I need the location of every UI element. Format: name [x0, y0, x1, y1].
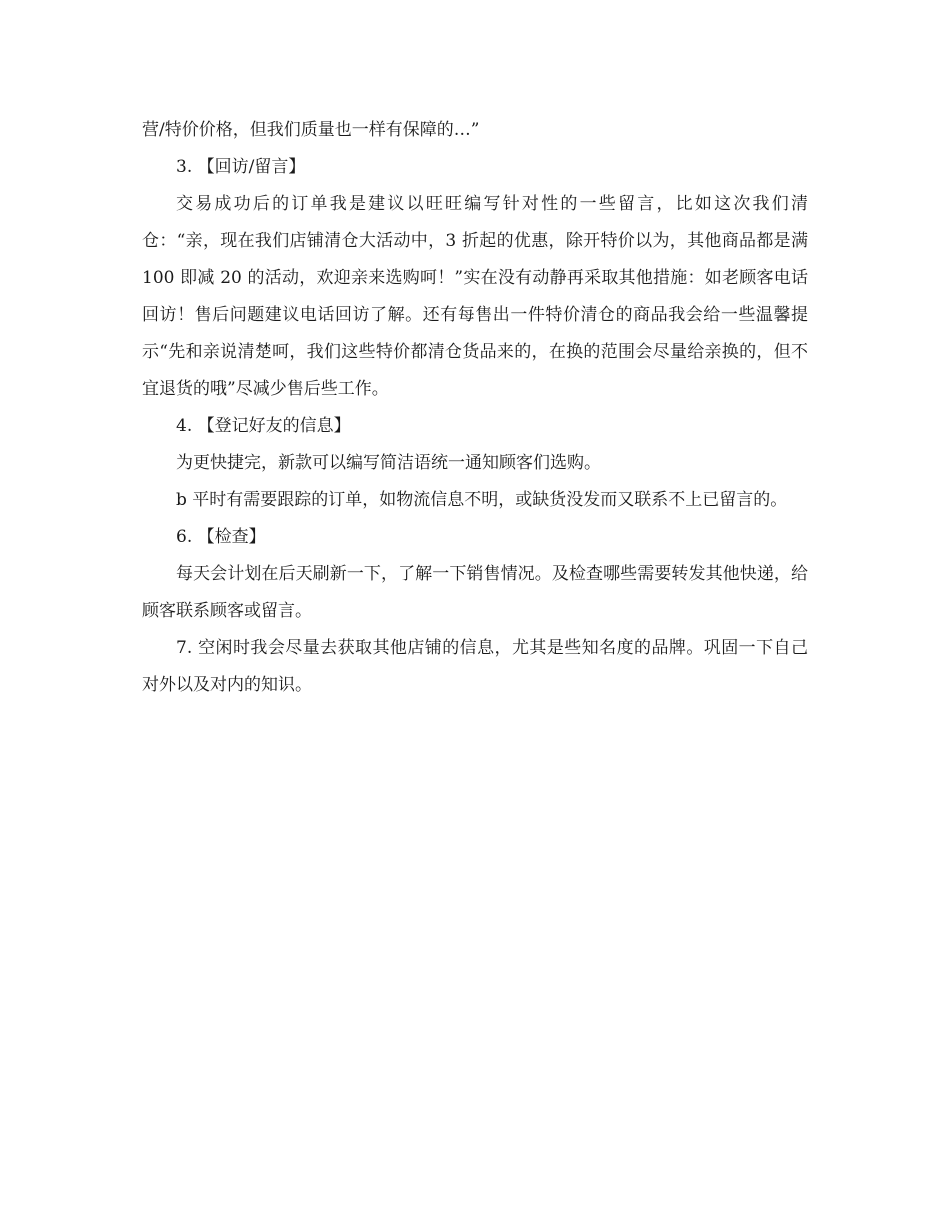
paragraph-continuation: 营/特价价格，但我们质量也一样有保障的…”	[142, 120, 480, 140]
paragraph-check-body: 每天会计划在后天刷新一下，了解一下销售情况。及检查哪些需要转发其他快递，给顾客联系顾客或留言。	[142, 564, 808, 621]
document-body	[142, 112, 808, 704]
paragraph-revisit-body: 交易成功后的订单我是建议以旺旺编写针对性的一些留言，比如这次我们清仓：“亲，现在我们店铺清仓大活动中，3 折起的优惠，除开特价以为，其他商品都是满 100 即减 20 的活动，欢迎亲来选购呵！”实在没有动静再采取其他措施：如老顾客电话回访！售后问题建议电话回访了解。还有每售出一件特价清仓的商品我会给一些温馨提示“先和亲说清楚呵，我们这些特价都清仓货品来的，在换的范围会尽量给亲换的，但不宜退货的哦”尽减少售后些工作。	[142, 194, 808, 399]
section-heading-revisit: 3. 【回访/留言】	[176, 157, 306, 177]
paragraph-free-time: 7. 空闲时我会尽量去获取其他店铺的信息，尤其是些知名度的品牌。巩固一下自己对外以及对内的知识。	[142, 638, 808, 695]
section-heading-register-friends: 4. 【登记好友的信息】	[176, 416, 351, 436]
paragraph-tracking-orders: b 平时有需要跟踪的订单，如物流信息不明，或缺货没发而又联系不上已留言的。	[176, 490, 788, 510]
paragraph-register-body: 为更快捷完，新款可以编写简洁语统一通知顾客们选购。	[176, 453, 601, 473]
section-heading-check: 6. 【检查】	[176, 527, 266, 547]
